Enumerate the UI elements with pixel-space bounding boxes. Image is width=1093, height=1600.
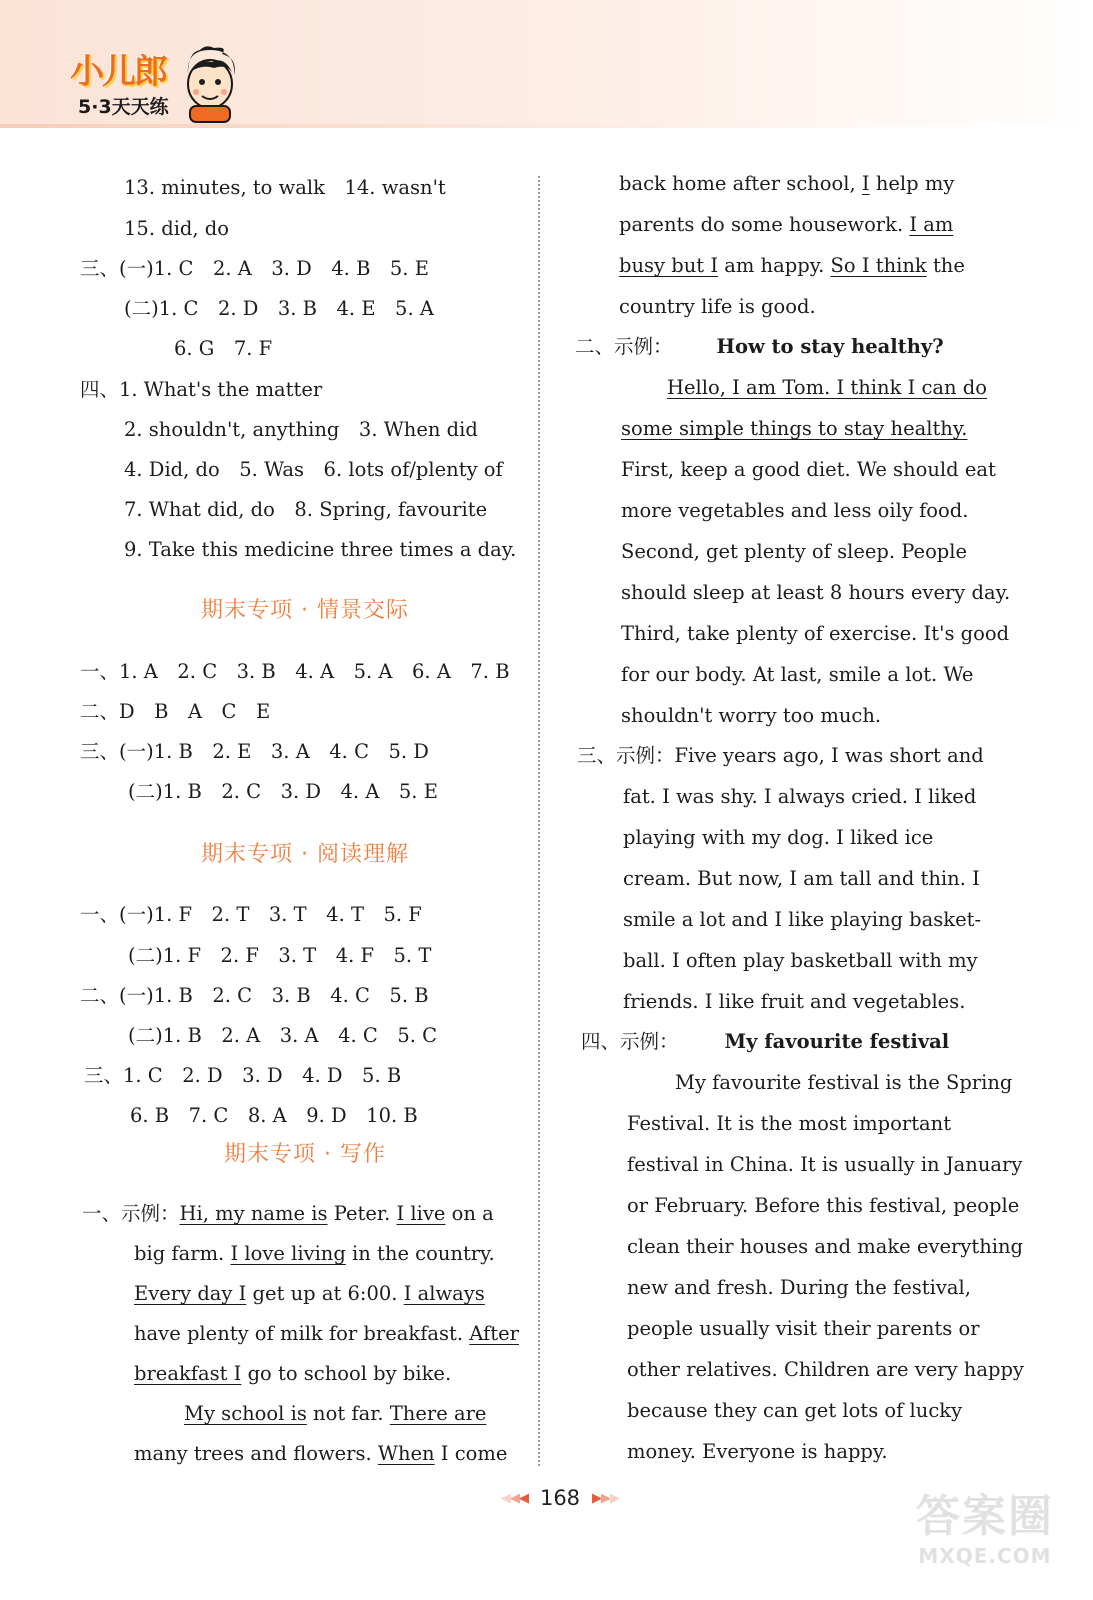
writing-line: new and fresh. During the festival,: [627, 1276, 971, 1299]
answer-line: 四、1. What's the matter: [80, 378, 323, 401]
writing-line: friends. I like fruit and vegetables.: [623, 990, 966, 1013]
writing-line: country life is good.: [619, 295, 816, 318]
underlined-phrase: Hi, my name is: [179, 1202, 328, 1225]
answer-line: 二、D B A C E: [80, 700, 271, 723]
writing-line: [184, 1400, 486, 1428]
answer-line: 二、(一)1. B 2. C 3. B 4. C 5. B: [80, 984, 429, 1007]
answer-line: 6. B 7. C 8. A 9. D 10. B: [130, 1104, 418, 1127]
answer-line: 7. What did, do 8. Spring, favourite: [124, 498, 488, 521]
answer-line: 15. did, do: [124, 217, 230, 240]
writing-line: [619, 211, 953, 239]
writing-line: [134, 1320, 519, 1348]
text-run: am happy.: [718, 254, 831, 277]
writing-line: [82, 1200, 494, 1228]
text-run: go to school by bike.: [241, 1362, 452, 1385]
answer-line: 一、1. A 2. C 3. B 4. A 5. A 6. A 7. B: [80, 660, 510, 683]
answer-line: (二)1. F 2. F 3. T 4. F 5. T: [128, 944, 432, 967]
writing-line: [134, 1240, 495, 1268]
underlined-phrase: I: [861, 172, 870, 195]
underlined-phrase: I am: [909, 213, 954, 236]
answer-line: 13. minutes, to walk 14. wasn't: [124, 176, 446, 199]
answer-line: 三、1. C 2. D 3. D 4. D 5. B: [84, 1064, 402, 1087]
text-run: I come: [434, 1442, 508, 1465]
right-arrows-icon: ▶▶▶: [592, 1490, 620, 1506]
answer-line: 一、(一)1. F 2. T 3. T 4. T 5. F: [80, 903, 422, 926]
writing-line: [134, 1360, 451, 1388]
text-run: get up at 6:00.: [246, 1282, 404, 1305]
underlined-phrase: When: [377, 1442, 435, 1465]
writing-line: because they can get lots of lucky: [627, 1399, 963, 1422]
writing-line: clean their houses and make everything: [627, 1235, 1024, 1258]
underlined-phrase: I live: [396, 1202, 446, 1225]
writing-line: more vegetables and less oily food.: [621, 499, 969, 522]
underlined-phrase: So I think: [830, 254, 927, 277]
writing-line: Second, get plenty of sleep. People: [621, 540, 968, 563]
text-run: parents do some housework.: [619, 213, 910, 236]
writing-line: people usually visit their parents or: [627, 1317, 980, 1340]
text-run: Five years ago, I was short and: [674, 744, 984, 767]
underlined-phrase: breakfast I: [134, 1362, 242, 1385]
writing-line: [577, 742, 984, 770]
writing-line: should sleep at least 8 hours every day.: [621, 581, 1011, 604]
text-run: many trees and flowers.: [134, 1442, 378, 1465]
watermark: [895, 1480, 1075, 1590]
writing-line: other relatives. Children are very happy: [627, 1358, 1024, 1381]
writing-line: [134, 1280, 485, 1308]
writing-line: Festival. It is the most important: [627, 1112, 952, 1135]
text-run: Peter.: [327, 1202, 397, 1225]
writing-line: shouldn't worry too much.: [621, 704, 882, 727]
left-arrows-icon: ◀◀◀: [500, 1490, 528, 1506]
essay-title: How to stay healthy?: [716, 335, 944, 358]
writing-line: [619, 170, 954, 198]
text-run: help my: [869, 172, 955, 195]
text-run: in the country.: [345, 1242, 495, 1265]
writing-line: Third, take plenty of exercise. It's good: [621, 622, 1010, 645]
underlined-phrase: Every day I: [134, 1282, 247, 1305]
page-number: 168: [539, 1486, 581, 1510]
text-run: on a: [445, 1202, 494, 1225]
writing-line: festival in China. It is usually in January: [627, 1153, 1023, 1176]
item-label: 四、示例：: [581, 1030, 679, 1053]
item-label: 三、示例：: [577, 744, 675, 767]
underlined-sentence: Hello, I am Tom. I think I can do: [667, 376, 988, 399]
text-run: not far.: [306, 1402, 390, 1425]
writing-heading: [581, 1028, 949, 1056]
text-run: the: [926, 254, 965, 277]
answer-line: 6. G 7. F: [174, 337, 273, 360]
writing-line: for our body. At last, smile a lot. We: [621, 663, 974, 686]
section-heading: 期末专项 · 写作: [224, 1142, 386, 1167]
writing-line: ball. I often play basketball with my: [623, 949, 978, 972]
essay-title: My favourite festival: [724, 1030, 950, 1053]
logo-title: 小儿郎: [70, 52, 166, 92]
underlined-phrase: After: [469, 1322, 519, 1345]
underlined-phrase: There are: [389, 1402, 487, 1425]
page-footer: [470, 1482, 650, 1514]
writing-line: money. Everyone is happy.: [627, 1440, 888, 1463]
underlined-phrase: busy but I: [619, 254, 719, 277]
writing-heading: [575, 333, 944, 361]
underlined-phrase: My school is: [184, 1402, 307, 1425]
text-run: have plenty of milk for breakfast.: [134, 1322, 470, 1345]
answer-line: 三、(一)1. C 2. A 3. D 4. B 5. E: [80, 257, 429, 280]
answer-line: 三、(一)1. B 2. E 3. A 4. C 5. D: [80, 740, 429, 763]
writing-line: fat. I was shy. I always cried. I liked: [623, 785, 977, 808]
writing-line: [134, 1440, 507, 1468]
item-label: 一、示例：: [82, 1202, 180, 1225]
section-heading: 期末专项 · 情景交际: [201, 598, 409, 623]
writing-line: smile a lot and I like playing basket-: [623, 908, 982, 931]
answer-line: 4. Did, do 5. Was 6. lots of/plenty of: [124, 458, 503, 481]
writing-line: [619, 252, 965, 280]
text-run: back home after school,: [619, 172, 862, 195]
writing-line: My favourite festival is the Spring: [675, 1071, 1013, 1094]
watermark-text: 答案圈: [916, 1491, 1054, 1542]
underlined-phrase: I love living: [230, 1242, 346, 1265]
answer-line: (二)1. C 2. D 3. B 4. E 5. A: [124, 297, 434, 320]
underlined-sentence: some simple things to stay healthy.: [621, 417, 968, 440]
underlined-phrase: I always: [403, 1282, 485, 1305]
answer-line: 9. Take this medicine three times a day.: [124, 538, 517, 561]
writing-line: playing with my dog. I liked ice: [623, 826, 934, 849]
answer-line: (二)1. B 2. C 3. D 4. A 5. E: [128, 780, 438, 803]
writing-line: or February. Before this festival, people: [627, 1194, 1020, 1217]
logo-subtitle: 5·3天天练: [78, 96, 169, 118]
item-label: 二、示例：: [575, 335, 673, 358]
section-heading: 期末专项 · 阅读理解: [201, 842, 409, 867]
column-divider: [538, 176, 540, 1466]
answer-line: (二)1. B 2. A 3. A 4. C 5. C: [128, 1024, 438, 1047]
writing-line: cream. But now, I am tall and thin. I: [623, 867, 980, 890]
mascot-icon: [178, 44, 242, 124]
writing-line: First, keep a good diet. We should eat: [621, 458, 996, 481]
watermark-url: MXQE.COM: [918, 1544, 1052, 1568]
answer-line: 2. shouldn't, anything 3. When did: [124, 418, 478, 441]
text-run: big farm.: [134, 1242, 231, 1265]
